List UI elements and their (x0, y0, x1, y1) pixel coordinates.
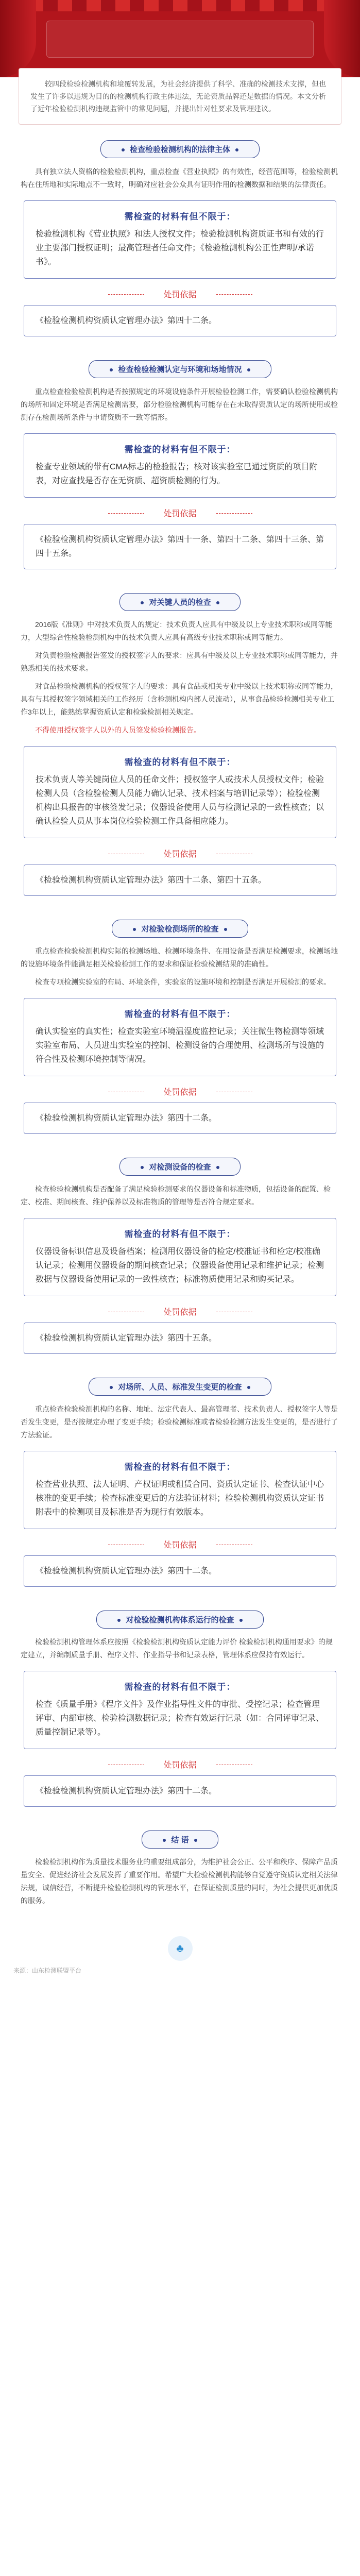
materials-box-title: 需检查的材料有但不限于： (124, 757, 236, 767)
section-paragraph: 2016版《准则》中对技术负责人的规定：技术负责人应具有中级及以上专业技术职称或同等能力，大型综合性检验检测机构中的技术负责人应具有高级专业技术职称或同等能力。 (21, 620, 333, 641)
section-paragraph: 检查专项检测实验室的布局、环境条件，实验室的设施环境和控制是否满足开展检测的要求。 (35, 978, 331, 986)
section-spacer (0, 1807, 360, 1815)
curtain-left (0, 0, 36, 77)
section-title-text: 检查检验检测机构的法律主体 (129, 145, 230, 154)
section-title-text: 对场所、人员、标准发生变更的检查 (118, 1383, 242, 1392)
bullet-icon (239, 1619, 243, 1622)
materials-box (24, 1218, 336, 1296)
materials-box-title: 需检查的材料有但不限于： (124, 445, 236, 454)
bullet-icon (194, 1839, 197, 1842)
section-title-badge (89, 360, 271, 378)
section-paragraph: 检查检验检测机构是否配备了满足检验检测要求的仪器设备和标准物质，包括设备的配置、检定、校准、期间核查、维护保养以及标准物质的管理等是否符合规定要求。 (21, 1185, 331, 1206)
section-spacer (0, 1134, 360, 1142)
bullet-icon (133, 928, 136, 931)
section-title-text: 结 语 (171, 1836, 189, 1844)
penalty-tag: 处罚依据 (149, 1306, 211, 1317)
section-title (0, 1611, 360, 1629)
section-title-badge (119, 1158, 240, 1176)
section-block (0, 140, 360, 345)
penalty-box: 《检验检测机构资质认定管理办法》第四十一条、第四十二条、第四十三条、第四十五条。 (24, 524, 336, 569)
curtain-top (0, 0, 360, 11)
section-title (0, 1158, 360, 1176)
warning-paragraph: 不得使用授权签字人以外的人员签发检验检测报告。 (35, 726, 201, 734)
bullet-icon (224, 928, 227, 931)
penalty-box: 《检验检测机构资质认定管理办法》第四十五条。 (24, 1323, 336, 1354)
bullet-icon (141, 601, 144, 604)
materials-box (24, 746, 336, 838)
materials-box-title: 需检查的材料有但不限于： (124, 1462, 236, 1472)
section-block (0, 593, 360, 904)
materials-box-text: 检验检测机构《营业执照》和法人授权文件；检验检测机构资质证书和有效的行业主要部门授权证明；最高管理者任命文件；《检验检测机构公正性声明/承诺书》。 (36, 230, 324, 266)
penalty-box: 《检验检测机构资质认定管理办法》第四十二条。 (24, 1775, 336, 1807)
header-banner (0, 0, 360, 77)
section-paragraph: 检验检测机构作为质量技术服务业的重要组成部分，为维护社会公正、公平和秩序、保障产品质量安全、促进经济社会发展发挥了重要作用。希望广大检验检测机构能够自觉遵守资质认定相关法律法规，诚信经营，不断提升检验检测机构的管理水平，在保证检测质量的同时，为社会提供更加优质的服务。 (21, 1858, 338, 1905)
materials-box-title: 需检查的材料有但不限于： (124, 1682, 236, 1692)
section-title (0, 1831, 360, 1849)
section-title-text: 对检测设备的检查 (149, 1163, 211, 1172)
section-paragraph: 重点检查检验检测机构实际的检测场地、检测环境条件、在用设备是否满足检测要求，检测场地的设施环境条件能满足相关检验检测工作的要求和保证检验检测结果的准确性。 (21, 947, 338, 968)
bullet-icon (110, 368, 113, 371)
section-spacer (0, 1354, 360, 1362)
penalty-box: 《检验检测机构资质认定管理办法》第四十二条、第四十五条。 (24, 865, 336, 896)
section-title-badge (119, 593, 240, 611)
section-title-badge (100, 140, 260, 158)
section-paragraph: 具有独立法人资格的检验检测机构，重点检查《营业执照》的有效性，经营范围等，检验检测机构在住所地和实际地点不一致时，明确对应社会公众具有证明作用的检测数据和结果的法律责任。 (21, 167, 338, 189)
section-title-text: 对检验检测机构体系运行的检查 (126, 1616, 234, 1624)
penalty-tag: 处罚依据 (149, 1758, 211, 1770)
section-title-text: 对检验检测场所的检查 (141, 925, 219, 934)
bullet-icon (247, 1386, 250, 1389)
section-title-badge (112, 920, 248, 938)
materials-box-text: 检查营业执照、法人证明、产权证明或租赁合同、资质认定证书、检查认证中心核准的变更手续；检查标准变更后的方法验证材料；检验检测机构资质认定证书附表中的检测项目及标准是否为现行有效版本。 (36, 1480, 324, 1517)
footer-logo (0, 1936, 360, 1961)
section-title-badge (96, 1611, 263, 1629)
section-spacer (0, 1587, 360, 1595)
bullet-icon (122, 148, 125, 151)
section-spacer (0, 1912, 360, 1921)
intro-paragraph: 较四段检验检测机构和境覆转发展，为社会经济提供了科学、准确的检测技术支撑，但也发生了许多以违规为目的的检测机构行政主体违法，无论资质品牌还是数据的情况。本文分析了近年检验检测机构违规监管中的常见问题，并提出针对性要求及管理建议。 (19, 68, 341, 125)
materials-box-text: 确认实验室的真实性；检查实验室环境温湿度监控记录；关注微生物检测等领域实验室布局、人员进出实验室的控制、检测设备的合理使用、检测场所与设施的符合性及检测环境控制等情况。 (36, 1027, 324, 1064)
penalty-tag: 处罚依据 (149, 1086, 211, 1097)
materials-box-text: 仪器设备标识信息及设备档案；检测用仪器设备的检定/校准证书和检定/校准确认记录；检测用仪器设备的期间核查记录；仪器设备使用记录和维护记录；检测数据与仪器设备使用记录的一致性核查；标准物质使用记录和购买记录。 (36, 1247, 324, 1284)
section-block (0, 1158, 360, 1362)
bullet-icon (235, 148, 238, 151)
section-paragraph: 检验检测机构管理体系应按照《检验检测机构资质认定能力评价 检验检测机构通用要求》的规定建立，并编制质量手册、程序文件、作业指导书和记录表格，管理体系应保持有效运行。 (21, 1638, 333, 1659)
section-paragraph: 重点检查检验检测机构是否按照规定的环境设施条件开展检验检测工作，需要确认检验检测机构的场所和固定环境是否满足检测需要，部分检验检测机构可能存在在未取得资质认定的场所使用或检测存在检测场所条件与申请资质不一致等情形。 (21, 387, 338, 421)
section-title-text: 对关键人员的检查 (149, 598, 211, 607)
section-title-badge (142, 1831, 218, 1849)
section-paragraph: 对负责检验检测报告签发的授权签字人的要求：应具有中级及以上专业技术职称或同等能力，并熟悉相关的技术要求。 (21, 651, 338, 672)
section-block (0, 1378, 360, 1595)
materials-box (24, 1451, 336, 1529)
section-block (0, 1611, 360, 1815)
bullet-icon (110, 1386, 113, 1389)
section-title (0, 140, 360, 158)
penalty-tag: 处罚依据 (149, 848, 211, 859)
materials-box (24, 200, 336, 279)
section-block (0, 360, 360, 578)
materials-box-title: 需检查的材料有但不限于： (124, 1009, 236, 1019)
materials-box-text: 技术负责人等关键岗位人员的任命文件；授权签字人或技术人员授权文件；检验检测人员（含检验检测人员能力确认记录、技术档案与培训记录等）；检验检测机构出具报告的审核签发记录；仪器设备使用人员与检测记录的一致性核查；以确认检验人员从事本岗位检验检测工作具备相应能力。 (36, 775, 324, 826)
section-title-text: 检查检验检测认定与环境和场地情况 (118, 365, 242, 374)
bullet-icon (141, 1166, 144, 1169)
bullet-icon (117, 1619, 121, 1622)
curtain-right (324, 0, 360, 77)
source-line: 来源：山东检测联盟平台 (13, 1967, 82, 1974)
section-title (0, 360, 360, 378)
bullet-icon (163, 1839, 166, 1842)
materials-box-text: 检查《质量手册》《程序文件》及作业指导性文件的审批、受控记录；检查管理评审、内部审核、检验检测数据记录；检查有效运行记录（如：合同评审记录、质量控制记录等）。 (36, 1700, 324, 1737)
section-spacer (0, 896, 360, 904)
penalty-box: 《检验检测机构资质认定管理办法》第四十二条。 (24, 305, 336, 336)
materials-box (24, 433, 336, 498)
section-spacer (0, 336, 360, 345)
materials-box-title: 需检查的材料有但不限于： (124, 1229, 236, 1239)
section-title (0, 920, 360, 938)
bullet-icon (247, 368, 250, 371)
section-block (0, 920, 360, 1142)
section-title-badge (89, 1378, 271, 1396)
penalty-tag: 处罚依据 (149, 288, 211, 300)
penalty-box: 《检验检测机构资质认定管理办法》第四十二条。 (24, 1103, 336, 1134)
sections-container (0, 140, 360, 1921)
materials-box-title: 需检查的材料有但不限于： (124, 212, 236, 222)
penalty-box: 《检验检测机构资质认定管理办法》第四十二条。 (24, 1555, 336, 1587)
penalty-tag: 处罚依据 (149, 1538, 211, 1550)
header-ribbon (46, 21, 314, 58)
materials-box-text: 检查专业领域的带有CMA标志的检验报告；核对该实验室已通过资质的项目附表，对应查找是否存在无资质、超资质检测的行为。 (36, 463, 318, 485)
section-paragraph: 对食品检验检测机构的授权签字人的要求：具有食品或相关专业中级以上技术职称或同等能力，具有与其授权签字领域相关的工作经历（含检测机构内部人员流动），从事食品检验检测相关专业工作3年以上，能熟练掌握资质认定和检验检测相关规定。 (21, 682, 338, 716)
section-title (0, 593, 360, 611)
bullet-icon (216, 1166, 219, 1169)
materials-box (24, 998, 336, 1076)
bullet-icon (216, 601, 219, 604)
penalty-tag: 处罚依据 (149, 507, 211, 519)
section-title (0, 1378, 360, 1396)
section-paragraph: 重点检查检验检测机构的名称、地址、法定代表人、最高管理者、技术负责人、授权签字人等是否发生变更，是否按规定办理了变更手续；检验检测标准或者检验检测方法发生变更的，是否进行了方法验证。 (21, 1405, 338, 1439)
section-block (0, 1831, 360, 1921)
logo-icon: ♣ (168, 1936, 193, 1961)
materials-box (24, 1671, 336, 1749)
section-spacer (0, 569, 360, 578)
